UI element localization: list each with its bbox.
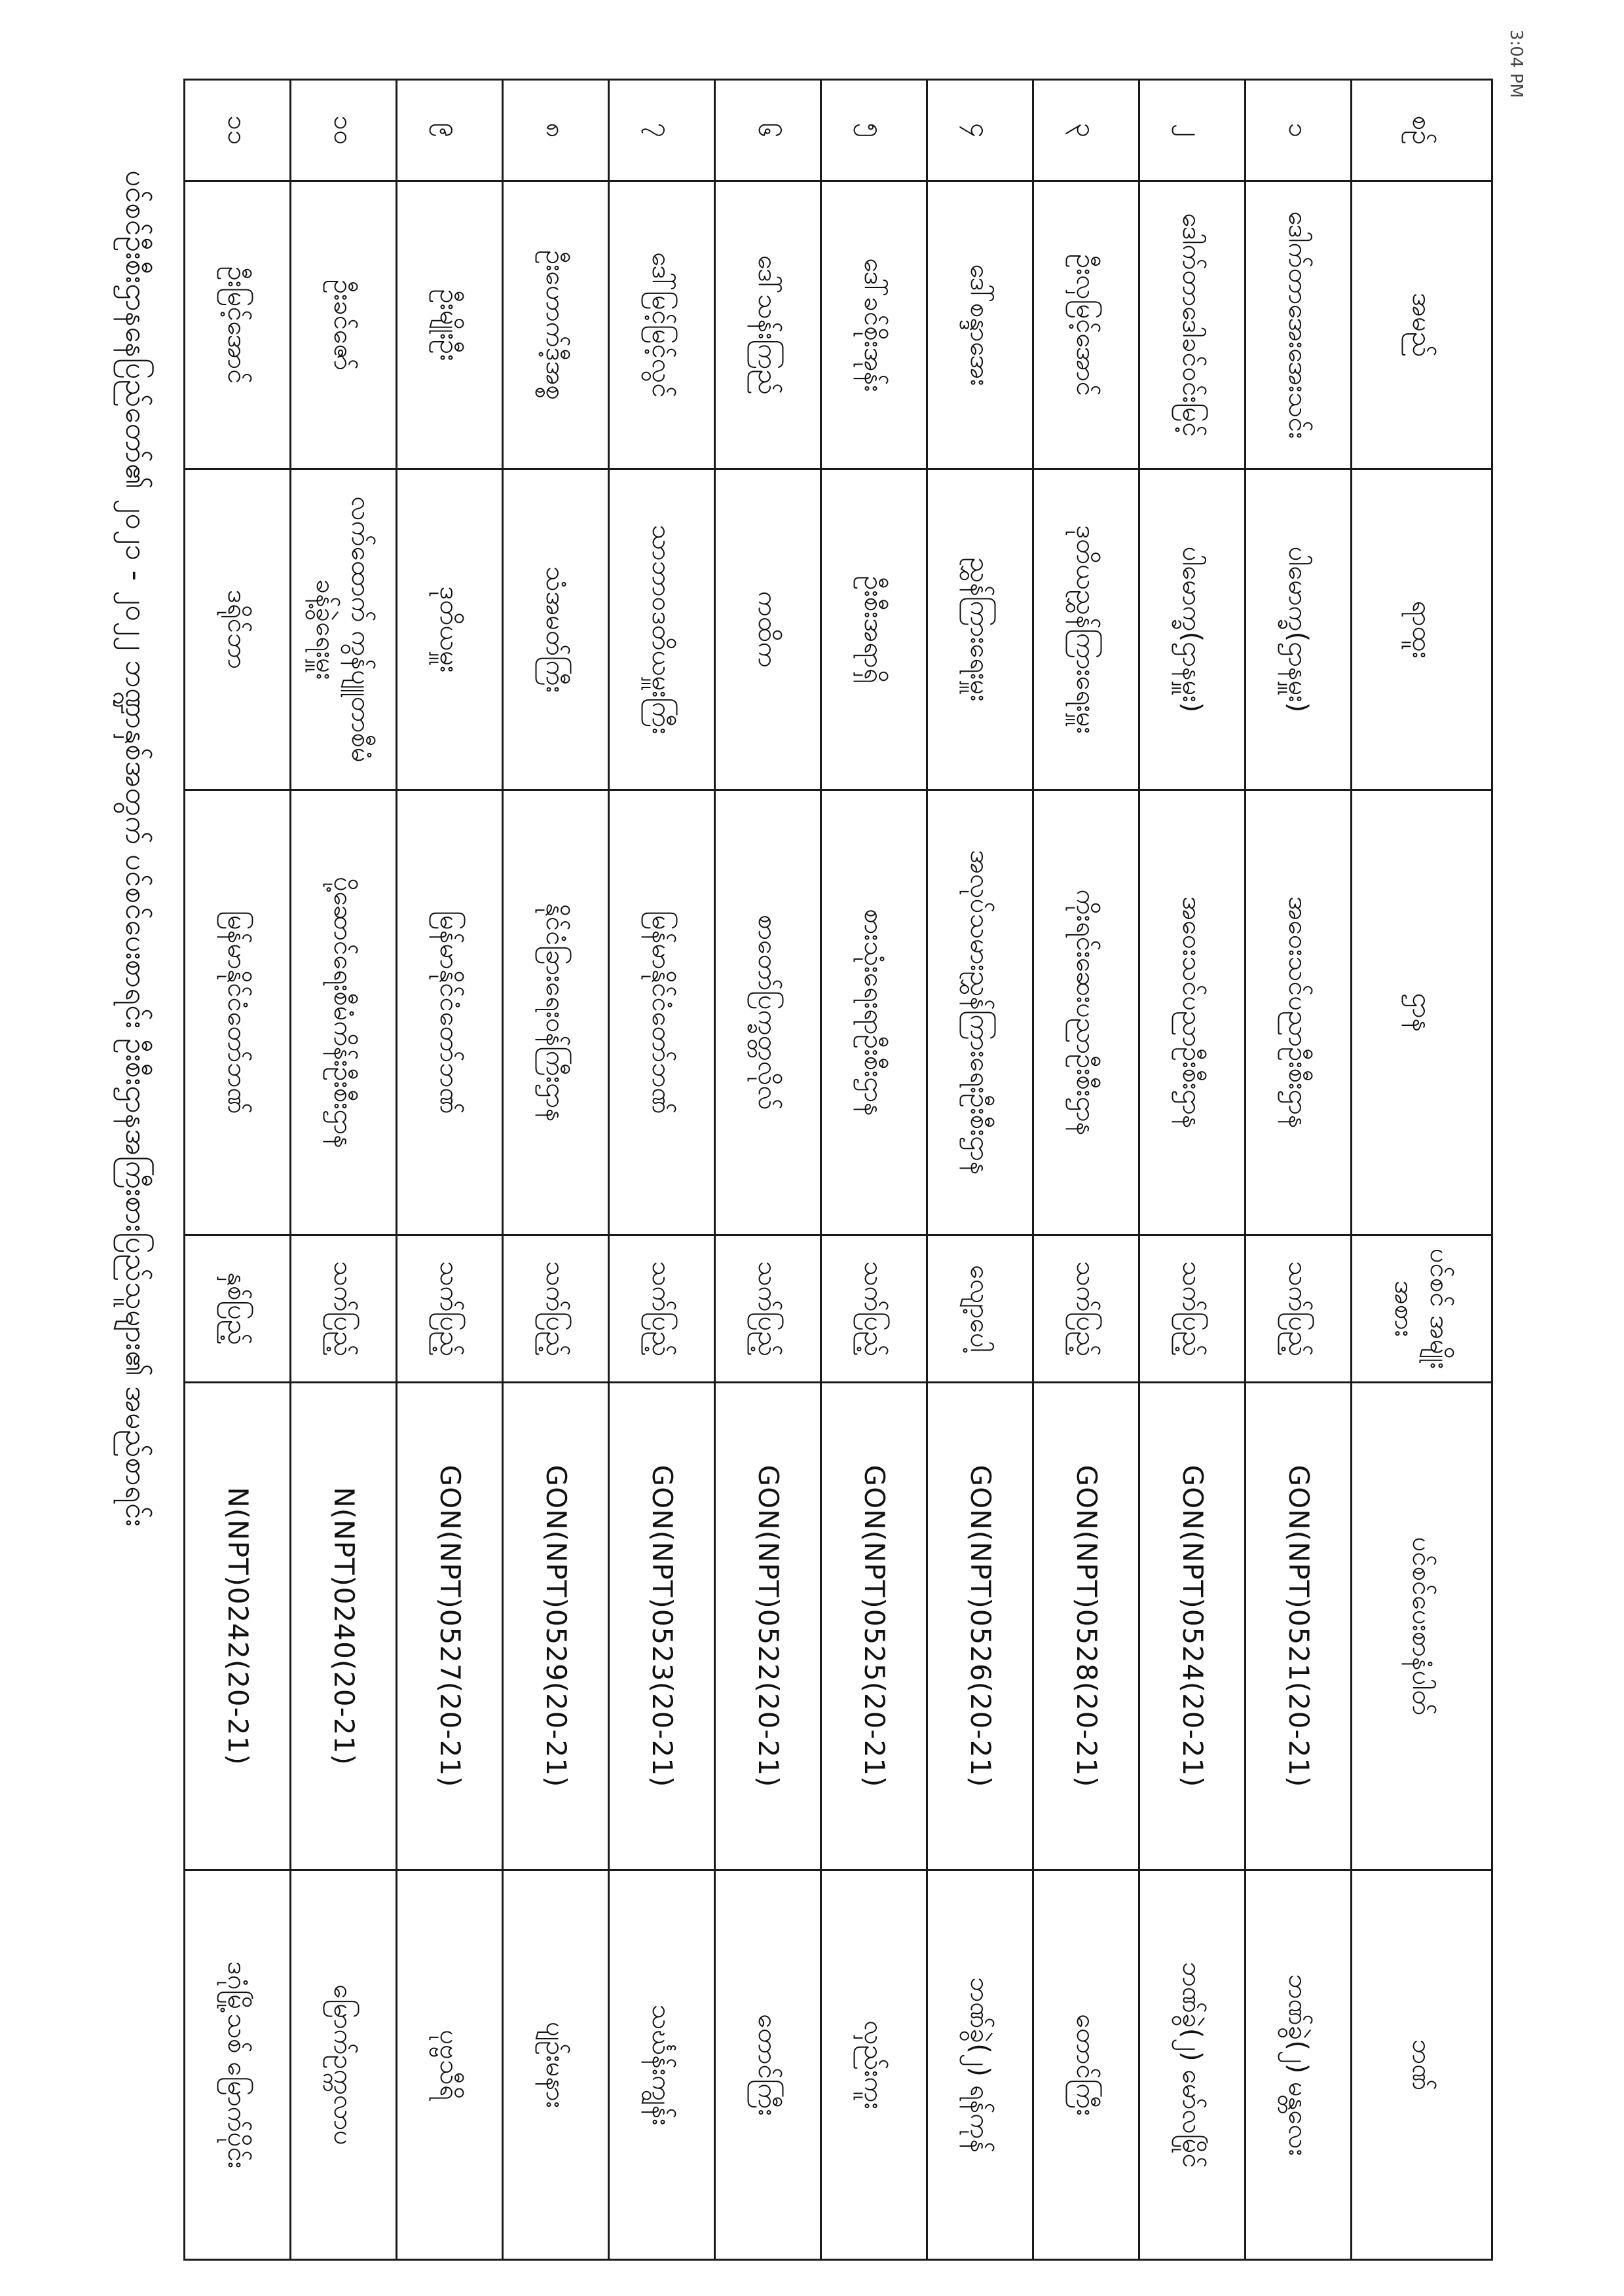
cell-department: ပို့ဆောင်ရေးစီမံကိန်းဦးစီးဌာန <box>291 790 397 1235</box>
cell-pension-no: N(NPT)0240(20-21) <box>291 1383 397 1870</box>
cell-rank: သာဘာဝဒတိယမှူးကြီး <box>609 469 715 790</box>
cell-department: စားသုံးရေးရာဦးစီးဌာန <box>821 790 927 1235</box>
cell-pension-type: နှစ်ပြည့် <box>185 1235 291 1383</box>
cell-bank: ပျဉ်းမနား <box>503 1870 609 2260</box>
cell-no: ၁၀ <box>291 80 397 181</box>
cell-bank: မြောက်ဥက္ကလာပ <box>291 1870 397 2260</box>
table-row <box>185 80 291 2260</box>
table-row <box>291 80 397 2260</box>
cell-bank: တောင်ကြီး <box>715 1870 821 2260</box>
cell-name: ဦးမျိုးဦး <box>397 181 503 469</box>
cell-no: ၃ <box>1033 80 1139 181</box>
cell-department: မြန်မာနိုင်ငံတော်ဘဏ် <box>397 790 503 1235</box>
cell-no: ၉ <box>397 80 503 181</box>
cell-name: ဒေါ်သန်းကြည် <box>715 181 821 469</box>
cell-department: စာတော်ပြက္ခတ္တလိုလ် <box>715 790 821 1235</box>
table-row <box>397 80 503 2260</box>
cell-pension-no: GON(NPT)0523(20-21) <box>609 1383 715 1870</box>
table-row <box>927 80 1033 2260</box>
pension-table <box>183 79 1493 2261</box>
header-rank: ရာထူး <box>1352 469 1492 790</box>
cell-pension-type: သက်ပြည့် <box>397 1235 503 1383</box>
table-row <box>715 80 821 2260</box>
header-name: အမည် <box>1352 181 1492 469</box>
cell-name: ဦးမြင့်အောင် <box>185 181 291 469</box>
table-row <box>1246 80 1352 2260</box>
cell-rank: လက်ထောက် ကွန်ပျူတာစီမံခန့်ခွဲရေးမှူး <box>291 469 397 790</box>
cell-rank: ညွှန်ကြားရေးမှူး <box>927 469 1033 790</box>
cell-no: ၁ <box>1246 80 1352 181</box>
cell-bank: တောင်ကြီး <box>1033 1870 1139 2260</box>
cell-pension-type: သက်ပြည့် <box>503 1235 609 1383</box>
page-title: ပင်စင်ဦးစီးဌာနနေပြည်တော်၏ ၂၀၂၁ - ၂၀၂၂ ဘဏ္ဍာနှစ်အတွက် ပင်စင်ပေးစာရင်း ဦးစီးဌာနအကြီးစားပြည်သူများ၏ အမည်စာရင်း <box>119 170 153 1527</box>
header-pension-no: ပင်စင်ပေးစာနံပါတ် <box>1352 1383 1492 1870</box>
cell-bank: သင်္ဃန်းကျွန်း <box>609 1870 715 2260</box>
cell-no: ၁၁ <box>185 80 291 181</box>
table-row <box>503 80 609 2260</box>
cell-department: နိုင်ငံခြားရေးဝန်ကြီးဌာန <box>503 790 609 1235</box>
cell-name: ဒေါက်တာအေးအေးသင်း <box>1246 181 1352 469</box>
cell-rank: သံအမတ်ကြီး <box>503 469 609 790</box>
cell-pension-type: သက်ပြည့် <box>1033 1235 1139 1383</box>
cell-rank: ဒရိုင်ဘာ <box>185 469 291 790</box>
cell-name: ဒေါ်မြင့်မြင့်လွင် <box>609 181 715 469</box>
cell-pension-no: N(NPT)0242(20-21) <box>185 1383 291 1870</box>
cell-bank: ဘဏ်ခွဲ(၂) ရန်ကုန် <box>927 1870 1033 2260</box>
cell-pension-no: GON(NPT)0528(20-21) <box>1033 1383 1139 1870</box>
table-row <box>609 80 715 2260</box>
cell-department: ကိုးရင်းဆေးပညာဦးစီးဌာန <box>1033 790 1139 1235</box>
cell-rank: ဦးစီးအရာရှိ <box>821 469 927 790</box>
cell-department: အဝေးသင်ပညာဦးစီးဌာန <box>1139 790 1246 1235</box>
cell-department: မြန်မာနိုင်ငံတော်ဘဏ် <box>185 790 291 1235</box>
cell-bank: ဘဏ်ခွဲ(၂) မန္တလေး <box>1246 1870 1352 2260</box>
cell-name: ဦးခင်ဇော် <box>291 181 397 469</box>
cell-no: ၇ <box>609 80 715 181</box>
cell-name: ဦးလှမြင့်အောင် <box>1033 181 1139 469</box>
cell-pension-no: GON(NPT)0529(20-21) <box>503 1383 609 1870</box>
cell-no: ၆ <box>715 80 821 181</box>
cell-pension-type: သက်ပြည့် <box>821 1235 927 1383</box>
table-row <box>821 80 927 2260</box>
cell-pension-type: သက်ပြည့် <box>291 1235 397 1383</box>
table-row <box>1139 80 1246 2260</box>
cell-bank: ဘဏ်ခွဲ(၂) မော်လမြိုင် <box>1139 1870 1246 2260</box>
cell-rank: ကထိက <box>715 469 821 790</box>
cell-pension-no: GON(NPT)0527(20-21) <box>397 1383 503 1870</box>
cell-pension-type: သက်ပြည့် <box>1246 1235 1352 1383</box>
cell-department: အလုပ်သမားညွှန်ကြားရေးဦးစီးဌာန <box>927 790 1033 1235</box>
cell-no: ၂ <box>1139 80 1246 181</box>
cell-rank: ဒုတိယညွှန်ကြားရေးမှူး <box>1033 469 1139 790</box>
cell-rank: ပါမောက္ခ(ဌာနမှူး) <box>1139 469 1246 790</box>
cell-pension-type: သက်ပြည့် <box>1139 1235 1246 1383</box>
header-pension-type: ပင်စင် အမျိုးအစား <box>1352 1235 1492 1383</box>
cell-rank: ဒုတိယမှူး <box>397 469 503 790</box>
cell-department: အဝေးသင်ပညာဦးစီးဌာန <box>1246 790 1352 1235</box>
cell-pension-type: လျော့ပေါ့ <box>927 1235 1033 1383</box>
cell-pension-type: သက်ပြည့် <box>609 1235 715 1383</box>
cell-pension-no: GON(NPT)0522(20-21) <box>715 1383 821 1870</box>
cell-name: ဦးဟောက်ဒီ့အစ္စ <box>503 181 609 469</box>
timestamp: 3:04 PM <box>1506 29 1526 98</box>
header-bank: ဘဏ် <box>1352 1870 1492 2260</box>
cell-bank: ပုဗ္ဗသီရိ <box>397 1870 503 2260</box>
table-row <box>1033 80 1139 2260</box>
cell-pension-no: GON(NPT)0525(20-21) <box>821 1383 927 1870</box>
cell-name: ဒေါက်တာဒေါခင်ဝင်းမြင့် <box>1139 181 1246 469</box>
cell-pension-no: GON(NPT)0521(20-21) <box>1246 1383 1352 1870</box>
cell-pension-no: GON(NPT)0524(20-21) <box>1139 1383 1246 1870</box>
cell-no: ၈ <box>503 80 609 181</box>
table-header-row <box>1352 80 1492 2260</box>
cell-no: ၅ <box>821 80 927 181</box>
cell-pension-type: သက်ပြည့် <box>715 1235 821 1383</box>
header-department: ဌာန <box>1352 790 1492 1235</box>
pension-table-container <box>185 79 1493 2259</box>
cell-rank: ပါမောက္ခ(ဌာနမှူး) <box>1246 469 1352 790</box>
cell-bank: ဒဂုံမြို့သစ် မြောက်ပိုင်း <box>185 1870 291 2260</box>
cell-name: ဒေါ်ခင်စိုးအုန်း <box>821 181 927 469</box>
cell-department: မြန်မာနိုင်ငံတော်ဘဏ် <box>609 790 715 1235</box>
cell-name: ဒေါ်စန္ဒာအေး <box>927 181 1033 469</box>
cell-bank: လှည်းကူး <box>821 1870 927 2260</box>
cell-pension-no: GON(NPT)0526(20-21) <box>927 1383 1033 1870</box>
header-no: စဉ် <box>1352 80 1492 181</box>
cell-no: ၄ <box>927 80 1033 181</box>
